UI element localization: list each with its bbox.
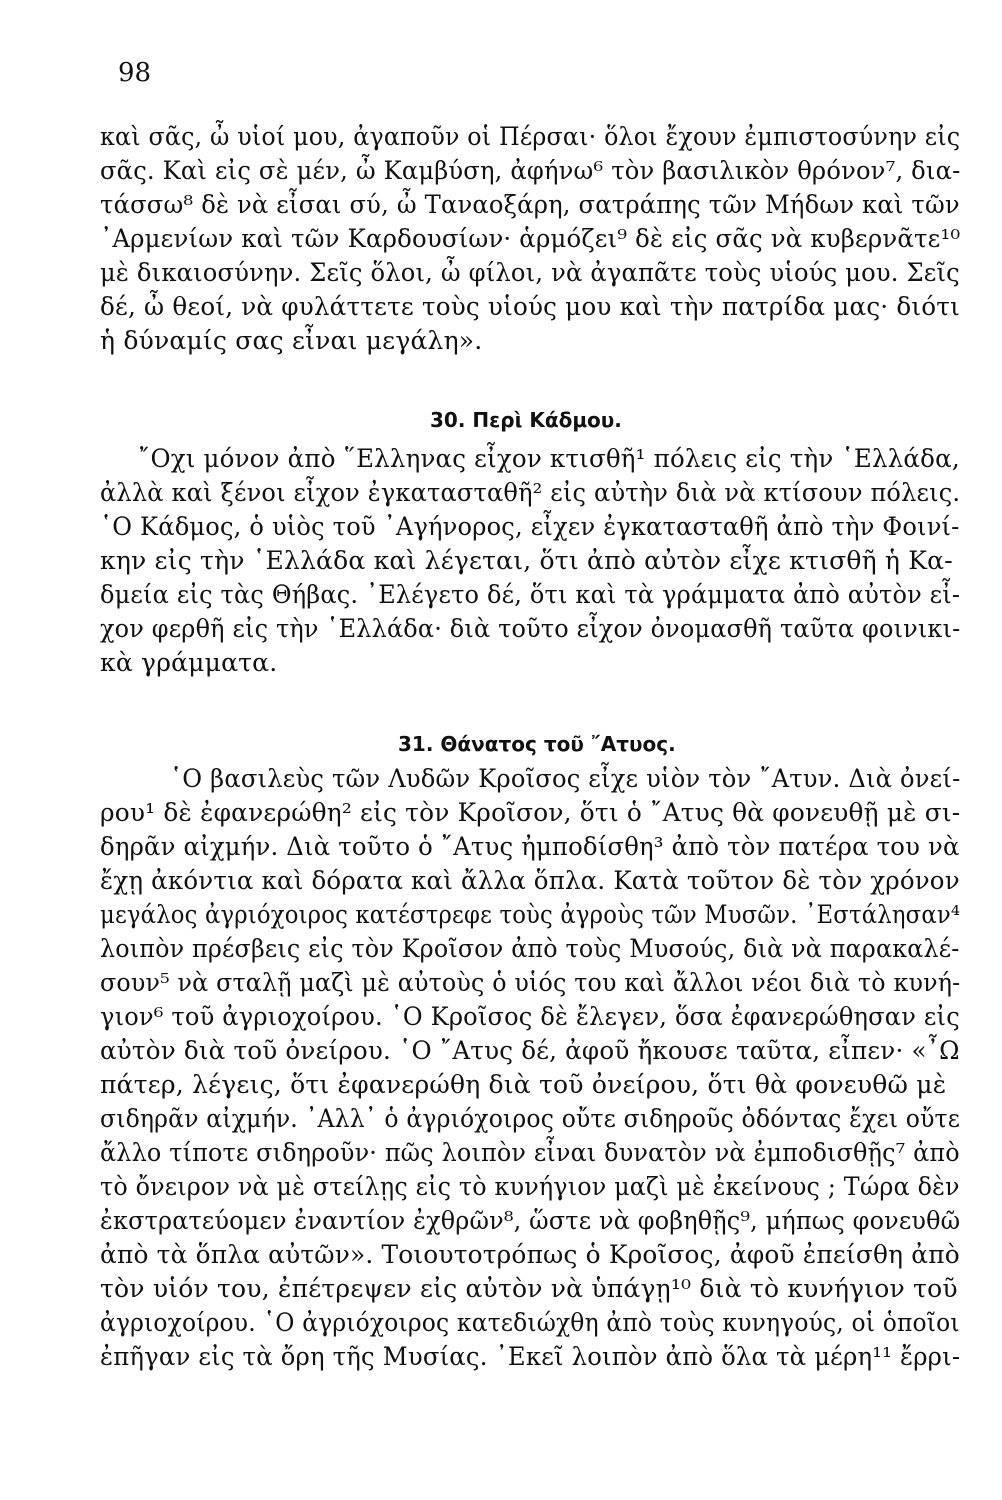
text-line: σουν⁵ νὰ σταλῇ μαζὶ μὲ αὐτοὺς ὁ υἱός του καὶ ἄλλοι νέοι διὰ τὸ κυνή- xyxy=(100,968,961,997)
text-line: ἐπῆγαν εἰς τὰ ὄρη τῆς Μυσίας. ᾿Εκεῖ λοιπὸν ἀπὸ ὅλα τὰ μέρη¹¹ ἔρρι- xyxy=(100,1342,961,1371)
text-line: ἡ δύναμίς σας εἶναι μεγάλη». xyxy=(100,326,483,355)
section-heading: 31. Θάνατος τοῦ ῎Ατυος. xyxy=(398,732,676,756)
text-line: σιδηρᾶν αἰχμήν. ᾿Αλλ᾿ ὁ ἀγριόχοιρος οὔτε σιδηροῦς ὀδόντας ἔχει οὔτε xyxy=(100,1104,961,1133)
text-line: τὸ ὄνειρον νὰ μὲ στείλῃς εἰς τὸ κυνήγιον μαζὶ μὲ ἐκείνους ; Τώρα δὲν xyxy=(100,1172,960,1201)
text-line: ἀγριοχοίρου. ῾Ο ἀγριόχοιρος κατεδιώχθη ἀπὸ τοὺς κυνηγούς, οἱ ὁποῖοι xyxy=(100,1308,960,1337)
text-line: τάσσω⁸ δὲ νὰ εἶσαι σύ, ὦ Ταναοξάρη, σατράπης τῶν Μήδων καὶ τῶν xyxy=(100,190,960,219)
text-line: αὐτὸν διὰ τοῦ ὀνείρου. ῾Ο ῎Ατυς δέ, ἀφοῦ ἤκουσε ταῦτα, εἶπεν· «῏Ω xyxy=(100,1036,960,1065)
text-line: ῎Οχι μόνον ἀπὸ ῞Ελληνας εἶχον κτισθῆ¹ πόλεις εἰς τὴν ῾Ελλάδα, xyxy=(138,444,960,473)
text-line: τὸν υἱόν του, ἐπέτρεψεν εἰς αὐτὸν νὰ ὑπάγῃ¹⁰ διὰ τὸ κυνήγιον τοῦ xyxy=(100,1274,958,1303)
text-line: ἔχῃ ἀκόντια καὶ δόρατα καὶ ἄλλα ὅπλα. Κατὰ τοῦτον δὲ τὸν χρόνον xyxy=(100,866,960,895)
text-line: πάτερ, λέγεις, ὅτι ἐφανερώθη διὰ τοῦ ὀνείρου, ὅτι θὰ φονευθῶ μὲ xyxy=(100,1070,947,1099)
text-line: γιον⁶ τοῦ ἀγριοχοίρου. ῾Ο Κροῖσος δὲ ἔλεγεν, ὅσα ἐφανερώθησαν εἰς xyxy=(100,1002,960,1031)
text-line: σᾶς. Καὶ εἰς σὲ μέν, ὦ Καμβύση, ἀφήνω⁶ τὸν βασιλικὸν θρόνον⁷, δια- xyxy=(100,156,961,185)
text-line: ἄλλο τίποτε σιδηροῦν· πῶς λοιπὸν εἶναι δυνατὸν νὰ ἐμποδισθῇς⁷ ἀπὸ xyxy=(100,1138,960,1167)
text-line: καὶ σᾶς, ὦ υἱοί μου, ἀγαποῦν οἱ Πέρσαι· ὅλοι ἔχουν ἐμπιστοσύνην εἰς xyxy=(100,122,961,151)
text-line: λοιπὸν πρέσβεις εἰς τὸν Κροῖσον ἀπὸ τοὺς Μυσούς, διὰ νὰ παρακαλέ- xyxy=(100,934,960,963)
text-line: ᾿Αρμενίων καὶ τῶν Καρδουσίων· ἁρμόζει⁹ δὲ εἰς σᾶς νὰ κυβερνᾶτε¹⁰ xyxy=(100,224,961,253)
text-line: ἀλλὰ καὶ ξένοι εἶχον ἐγκατασταθῆ² εἰς αὐτὴν διὰ νὰ κτίσουν πόλεις. xyxy=(100,478,961,507)
text-line: ἐκστρατεύομεν ἐναντίον ἐχθρῶν⁸, ὥστε νὰ φοβηθῇς⁹, μήπως φονευθῶ xyxy=(100,1206,961,1235)
text-line: κην εἰς τὴν ῾Ελλάδα καὶ λέγεται, ὅτι ἀπὸ αὐτὸν εἶχε κτισθῆ ἡ Κα- xyxy=(100,546,953,575)
text-line: χον φερθῆ εἰς τὴν ῾Ελλάδα· διὰ τοῦτο εἶχον ὀνομασθῆ ταῦτα φοινικι- xyxy=(100,614,961,643)
text-line: μεγάλος ἀγριόχοιρος κατέστρεφε τοὺς ἀγροὺς τῶν Μυσῶν. ᾿Εστάλησαν⁴ xyxy=(100,900,961,929)
text-line: κὰ γράμματα. xyxy=(100,648,278,677)
text-line: ῾Ο βασιλεὺς τῶν Λυδῶν Κροῖσος εἶχε υἱὸν τὸν ῎Ατυν. Διὰ ὀνεί- xyxy=(170,764,961,793)
text-line: δέ, ὦ θεοί, νὰ φυλάττετε τοὺς υἱούς μου καὶ τὴν πατρίδα μας· διότι xyxy=(100,292,960,321)
text-line: δηρᾶν αἰχμήν. Διὰ τοῦτο ὁ ῎Ατυς ἠμποδίσθη³ ἀπὸ τὸν πατέρα του νὰ xyxy=(100,832,960,861)
text-line: δμεία εἰς τὰς Θήβας. ᾿Ελέγετο δέ, ὅτι καὶ τὰ γράμματα ἀπὸ αὐτὸν εἶ- xyxy=(100,580,961,609)
text-line: ἀπὸ τὰ ὅπλα αὐτῶν». Τοιουτοτρόπως ὁ Κροῖσος, ἀφοῦ ἐπείσθη ἀπὸ xyxy=(100,1240,960,1269)
text-line: ρου¹ δὲ ἐφανερώθη² εἰς τὸν Κροῖσον, ὅτι ὁ ῎Ατυς θὰ φονευθῇ μὲ σι- xyxy=(100,798,961,827)
text-line: ῾Ο Κάδμος, ὁ υἱὸς τοῦ ᾿Αγήνορος, εἶχεν ἐγκατασταθῆ ἀπὸ τὴν Φοινί- xyxy=(100,512,960,541)
section-heading: 30. Περὶ Κάδμου. xyxy=(430,408,622,432)
page-number: 98 xyxy=(118,58,152,88)
text-line: μὲ δικαιοσύνην. Σεῖς ὅλοι, ὦ φίλοι, νὰ ἀγαπᾶτε τοὺς υἱούς μου. Σεῖς xyxy=(100,258,960,287)
